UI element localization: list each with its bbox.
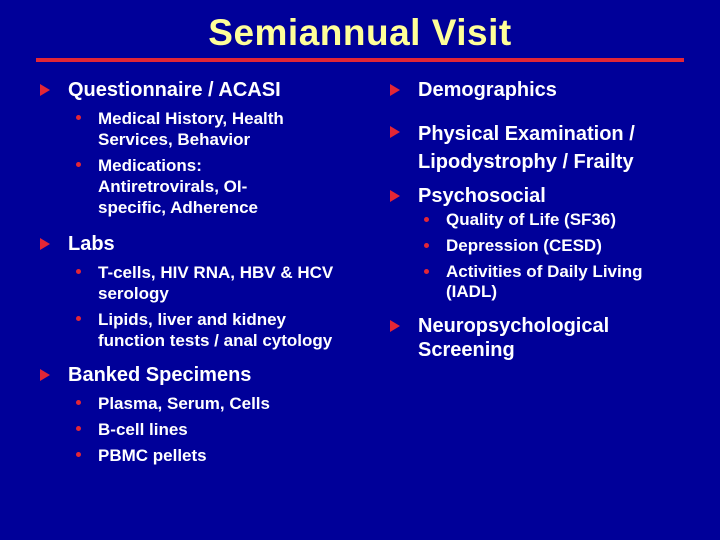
bullet-group-psychosocial [388,184,708,302]
bullet-group-physical-exam [388,120,708,176]
red-triangle-bullet-icon [390,126,400,138]
left-column [38,78,358,471]
bullet-group-labs [38,232,358,351]
title-underline [36,58,684,62]
sub-bullet [98,262,338,304]
bullet-psychosocial [388,184,708,208]
sub-bullet [98,393,358,414]
red-dot-bullet-icon [76,400,81,405]
sub-bullet [446,262,686,302]
red-triangle-bullet-icon [390,190,400,202]
red-dot-bullet-icon [76,162,81,167]
red-triangle-bullet-icon [390,84,400,96]
bullet-label: Banked Specimens [68,364,252,386]
bullet-physical-exam [388,120,688,176]
bullet-label: Questionnaire / ACASI [68,79,281,101]
bullet-banked-specimens [38,363,358,387]
bullet-label: Neuropsychological Screening [418,315,610,361]
slide-title: Semiannual Visit [208,12,512,53]
red-triangle-bullet-icon [40,369,50,381]
sub-bullet [98,155,298,218]
bullet-group-neuropsych [388,314,708,362]
bullet-neuropsych [388,314,668,362]
red-triangle-bullet-icon [40,84,50,96]
bullet-group-questionnaire [38,78,358,218]
sub-bullet [446,236,708,256]
sub-bullet-label: Lipids, liver and kidney function tests / anal cytology [98,310,333,350]
red-triangle-bullet-icon [40,238,50,250]
bullet-demographics [388,78,708,102]
sub-bullet-label: PBMC pellets [98,446,207,465]
sub-bullet-label: Plasma, Serum, Cells [98,394,270,413]
red-dot-bullet-icon [76,269,81,274]
red-dot-bullet-icon [424,269,429,274]
sub-bullet [446,210,708,230]
sub-bullet [98,445,358,466]
sub-bullet-label: Medical History, Health Services, Behavior [98,109,284,149]
right-column [388,78,708,368]
bullet-label: Labs [68,233,115,255]
red-dot-bullet-icon [424,243,429,248]
sub-bullet-label: Quality of Life (SF36) [446,210,617,229]
bullet-label: Psychosocial [418,185,546,207]
sub-bullet-label: T-cells, HIV RNA, HBV & HCV serology [98,263,334,303]
bullet-labs [38,232,358,256]
sub-bullet [98,309,338,351]
sub-bullet-label: Depression (CESD) [446,236,602,255]
bullet-label: Physical Examination / Lipodystrophy / Frailty [418,123,635,173]
sub-bullet [98,419,358,440]
bullet-group-demographics [388,78,708,102]
sub-bullet [98,108,338,150]
red-triangle-bullet-icon [390,320,400,332]
red-dot-bullet-icon [76,452,81,457]
bullet-questionnaire [38,78,358,102]
red-dot-bullet-icon [424,217,429,222]
sub-bullet-label: B-cell lines [98,420,188,439]
bullet-group-banked-specimens [38,363,358,466]
red-dot-bullet-icon [76,316,81,321]
bullet-label: Demographics [418,79,557,101]
red-dot-bullet-icon [76,426,81,431]
red-dot-bullet-icon [76,115,81,120]
sub-bullet-label: Medications: Antiretrovirals, OI-specific, Adherence [98,156,258,217]
sub-bullet-label: Activities of Daily Living (IADL) [446,262,643,301]
